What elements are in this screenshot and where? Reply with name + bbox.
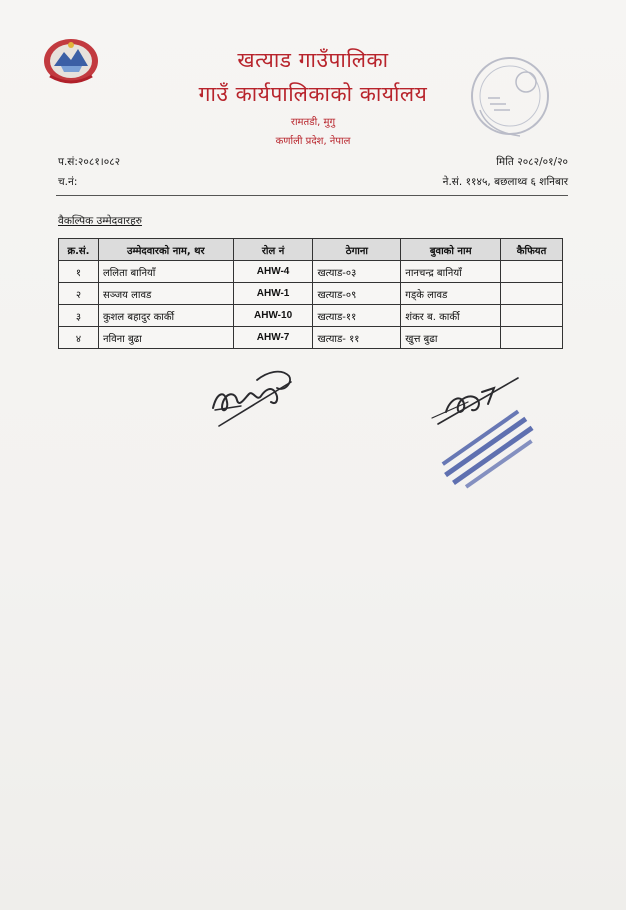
header-divider [56,195,568,196]
cell-father: खुत्त बुढा [401,327,501,349]
cell-name: नविना बुढा [98,327,233,349]
cell-serial: २ [59,283,99,305]
cell-remarks [501,327,563,349]
table-row [59,327,563,349]
cell-father: गड्के लावड [401,283,501,305]
cell-roll: AHW-10 [233,305,313,327]
dispatch-number: च.नं: [58,176,78,188]
cell-remarks [501,261,563,283]
letter-date: मिति २०८२/०१/२० [496,156,568,168]
col-header-father: बुवाको नाम [401,239,501,261]
col-header-name: उम्मेदवारको नाम, थर [98,239,233,261]
cell-father: नानचन्द्र बानियाँ [401,261,501,283]
table-row [59,305,563,327]
table-row [59,283,563,305]
cell-serial: ३ [59,305,99,327]
cell-roll: AHW-7 [233,327,313,349]
col-header-remarks: कैफियत [501,239,563,261]
cell-address: खत्याड- ११ [313,327,401,349]
office-province: कर्णाली प्रदेश, नेपाल [275,136,351,147]
col-header-serial: क्र.सं. [59,239,99,261]
col-header-roll: रोल नं [233,239,313,261]
cell-remarks [501,283,563,305]
cell-roll: AHW-4 [233,261,313,283]
office-name: गाउँ कार्यपालिकाको कार्यालय [198,82,428,106]
nepal-sambat-date: ने.सं. ११४५, बछलाथ्व ६ शनिबार [442,176,568,188]
letter-number: प.सं:२०८१।०८२ [58,156,121,168]
cell-name: सञ्जय लावड [98,283,233,305]
cell-father: शंकर ब. कार्की [401,305,501,327]
municipality-name: खत्याड गाउँपालिका [237,48,389,72]
office-seal-icon [458,52,558,144]
cell-address: खत्याड-०९ [313,283,401,305]
right-signature-stamp [428,372,548,490]
candidates-table [58,238,563,349]
cell-remarks [501,305,563,327]
cell-name: कुशल बहादुर कार्की [98,305,233,327]
cell-address: खत्याड-११ [313,305,401,327]
cell-address: खत्याड-०३ [313,261,401,283]
office-location: रामतडी, मुगु [290,117,336,128]
cell-roll: AHW-1 [233,283,313,305]
section-title: वैकल्पिक उम्मेदवारहरु [58,215,142,227]
left-signature [205,362,300,434]
col-header-address: ठेगाना [313,239,401,261]
cell-serial: ४ [59,327,99,349]
cell-name: ललिता बानियाँ [98,261,233,283]
table-row [59,261,563,283]
cell-serial: १ [59,261,99,283]
table-header-row [59,239,563,261]
